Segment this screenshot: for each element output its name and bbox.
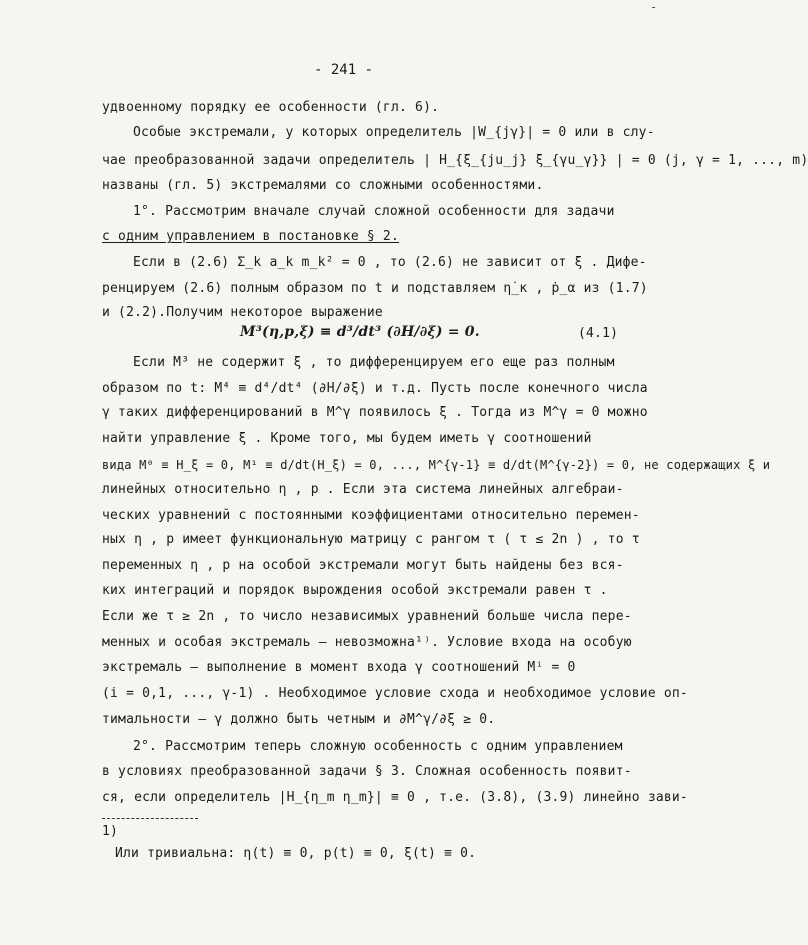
text-line-24: тимальности – γ должно быть четным и ∂M^γ/∂ξ ≥ 0. xyxy=(102,712,496,727)
corner-mark: - xyxy=(650,0,658,14)
text-line-1: удвоенному порядку ее особенности (гл. 6). xyxy=(102,100,440,115)
text-line-6: с одним управлением в постановке § 2. xyxy=(102,229,399,244)
text-line-8: ренцируем (2.6) полным образом по t и подставляем η̇_κ , ṗ_α из (1.7) xyxy=(102,281,648,296)
text-line-21: менных и особая экстремаль – невозможна¹⁾. Условие входа на особую xyxy=(102,635,632,650)
text-line-20: Если же τ ≥ 2n , то число независимых уравнений больше числа пере- xyxy=(102,609,632,624)
text-line-17: ных η , p имеет функциональную матрицу с рангом τ ( τ ≤ 2n ) , то τ xyxy=(102,532,640,547)
equation-number: (4.1) xyxy=(578,326,619,341)
footnote-rule xyxy=(102,818,198,819)
text-line-15: линейных относительно η , p . Если эта система линейных алгебраи- xyxy=(102,482,624,497)
text-line-27: ся, если определитель |H_{η_m η_m}| ≡ 0 , т.е. (3.8), (3.9) линейно зави- xyxy=(102,790,688,805)
text-line-10: Если M³ не содержит ξ , то дифференцируем его еще раз полным xyxy=(133,355,615,370)
text-line-9: и (2.2).Получим некоторое выражение xyxy=(102,305,383,320)
text-line-14: вида M⁰ ≡ H_ξ = 0, M¹ ≡ d/dt(H_ξ) = 0, ..., M^{γ-1} ≡ d/dt(M^{γ-2}) = 0, не содержащих ξ и xyxy=(102,458,771,472)
text-line-22: экстремаль – выполнение в момент входа γ соотношений Mⁱ = 0 xyxy=(102,660,576,675)
text-line-5: 1°. Рассмотрим вначале случай сложной особенности для задачи xyxy=(133,204,615,219)
text-line-26: в условиях преобразованной задачи § 3. Сложная особенность появит- xyxy=(102,764,632,779)
text-line-19: ких интеграций и порядок вырождения особой экстремали равен τ . xyxy=(102,583,608,598)
text-line-18: переменных η , p на особой экстремали могут быть найдены без вся- xyxy=(102,558,624,573)
text-line-23: (i = 0,1, ..., γ-1) . Необходимое условие схода и необходимое условие оп- xyxy=(102,686,688,701)
equation-4-1: M³(η,p,ξ) ≡ d³/dt³ (∂H/∂ξ) = 0. xyxy=(240,324,480,340)
page-number: - 241 - xyxy=(313,62,373,78)
text-line-2: Особые экстремали, у которых определитель |W_{jγ}| = 0 или в слу- xyxy=(133,125,655,140)
text-line-13: найти управление ξ . Кроме того, мы будем иметь γ соотношений xyxy=(102,431,592,446)
text-line-3: чае преобразованной задачи определитель | H_{ξ_{ju_j} ξ_{γu_γ}} | = 0 (j, γ = 1, ..., m) xyxy=(102,153,808,168)
text-line-4: названы (гл. 5) экстремалями со сложными особенностями. xyxy=(102,178,544,193)
text-line-16: ческих уравнений с постоянными коэффициентами относительно перемен- xyxy=(102,508,640,523)
footnote-marker: 1) xyxy=(102,824,119,839)
footnote-text: Или тривиальна: η(t) ≡ 0, p(t) ≡ 0, ξ(t) ≡ 0. xyxy=(115,846,477,861)
text-line-7: Если в (2.6) Σ_k a_k m_k² = 0 , то (2.6) не зависит от ξ . Дифе- xyxy=(133,255,647,270)
text-line-12: γ таких дифференцирований в M^γ появилось ξ . Тогда из M^γ = 0 можно xyxy=(102,405,648,420)
text-line-11: образом по t: M⁴ ≡ d⁴/dt⁴ (∂H/∂ξ) и т.д. Пусть после конечного числа xyxy=(102,381,648,396)
text-line-25: 2°. Рассмотрим теперь сложную особенность с одним управлением xyxy=(133,739,623,754)
